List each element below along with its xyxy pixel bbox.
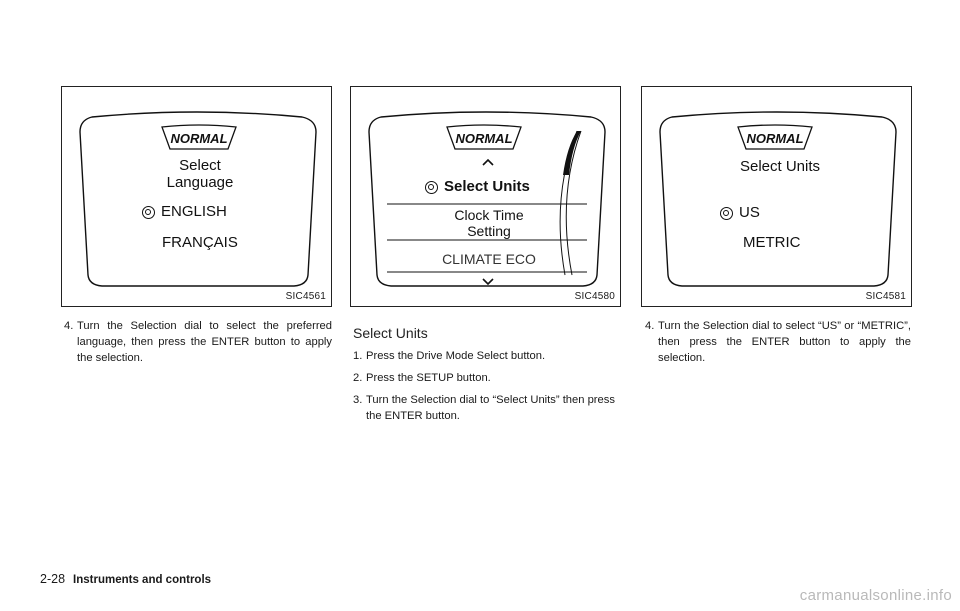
- step-number: 3.: [353, 394, 363, 406]
- screen-title: Select Units: [739, 158, 821, 175]
- step-number: 4.: [645, 320, 655, 332]
- screen-title-line2: Language: [166, 174, 234, 191]
- scroll-up-icon: [483, 160, 493, 165]
- step-text: Press the Drive Mode Select button.: [366, 350, 546, 362]
- figure-code: SIC4581: [865, 291, 906, 302]
- option-francais: FRANÇAIS: [162, 234, 238, 251]
- mode-badge: NORMAL: [170, 131, 228, 146]
- step-text: Turn the Selection dial to select “US” or “METRIC”, then press the ENTER button to apply the selection.: [658, 320, 911, 364]
- display-frame: [351, 87, 622, 308]
- right-column: [645, 318, 911, 372]
- page-number: 2-28: [40, 572, 66, 586]
- display-frame: [62, 87, 333, 308]
- middle-column: [353, 322, 621, 430]
- menu-item-clock-line2: Setting: [467, 223, 511, 239]
- step-number: 1.: [353, 350, 363, 362]
- screen-title-line1: Select: [179, 157, 221, 174]
- mode-badge: NORMAL: [746, 131, 804, 146]
- step-number: 4.: [64, 320, 74, 332]
- step-3: [353, 392, 621, 424]
- section-name: Instruments and controls: [73, 574, 212, 586]
- figure-code: SIC4580: [574, 291, 615, 302]
- step-1: [353, 348, 621, 364]
- option-metric: METRIC: [743, 234, 801, 251]
- left-column: [64, 318, 332, 372]
- step-text: Press the SETUP button.: [366, 372, 491, 384]
- figure-select-units-options: [641, 86, 912, 307]
- section-heading: Select Units: [353, 325, 428, 341]
- dial-select-icon: [142, 206, 155, 219]
- figure-select-units-menu: [350, 86, 621, 307]
- dial-select-icon: [425, 181, 438, 194]
- page-footer: [40, 572, 211, 586]
- step-2: [353, 370, 621, 386]
- figure-code: SIC4561: [285, 291, 326, 302]
- figure-select-language: [61, 86, 332, 307]
- dial-select-icon: [720, 207, 733, 220]
- option-english: ENGLISH: [142, 203, 227, 220]
- menu-item-clock-line1: Clock Time: [454, 207, 524, 223]
- display-frame: [642, 87, 913, 308]
- step-4-units: [645, 318, 911, 366]
- step-text: Turn the Selection dial to “Select Units” then press the ENTER button.: [366, 394, 615, 422]
- watermark: carmanualsonline.info: [799, 587, 952, 604]
- option-us: US: [720, 204, 760, 221]
- step-text: Turn the Selection dial to select the preferred language, then press the ENTER button to apply the selection.: [77, 320, 332, 364]
- menu-item-climate-eco: CLIMATE ECO: [442, 251, 536, 267]
- step-4-language: [64, 318, 332, 366]
- mode-badge: NORMAL: [455, 131, 513, 146]
- scroll-down-icon: [483, 279, 493, 284]
- menu-item-select-units: Select Units: [425, 178, 530, 195]
- step-number: 2.: [353, 372, 363, 384]
